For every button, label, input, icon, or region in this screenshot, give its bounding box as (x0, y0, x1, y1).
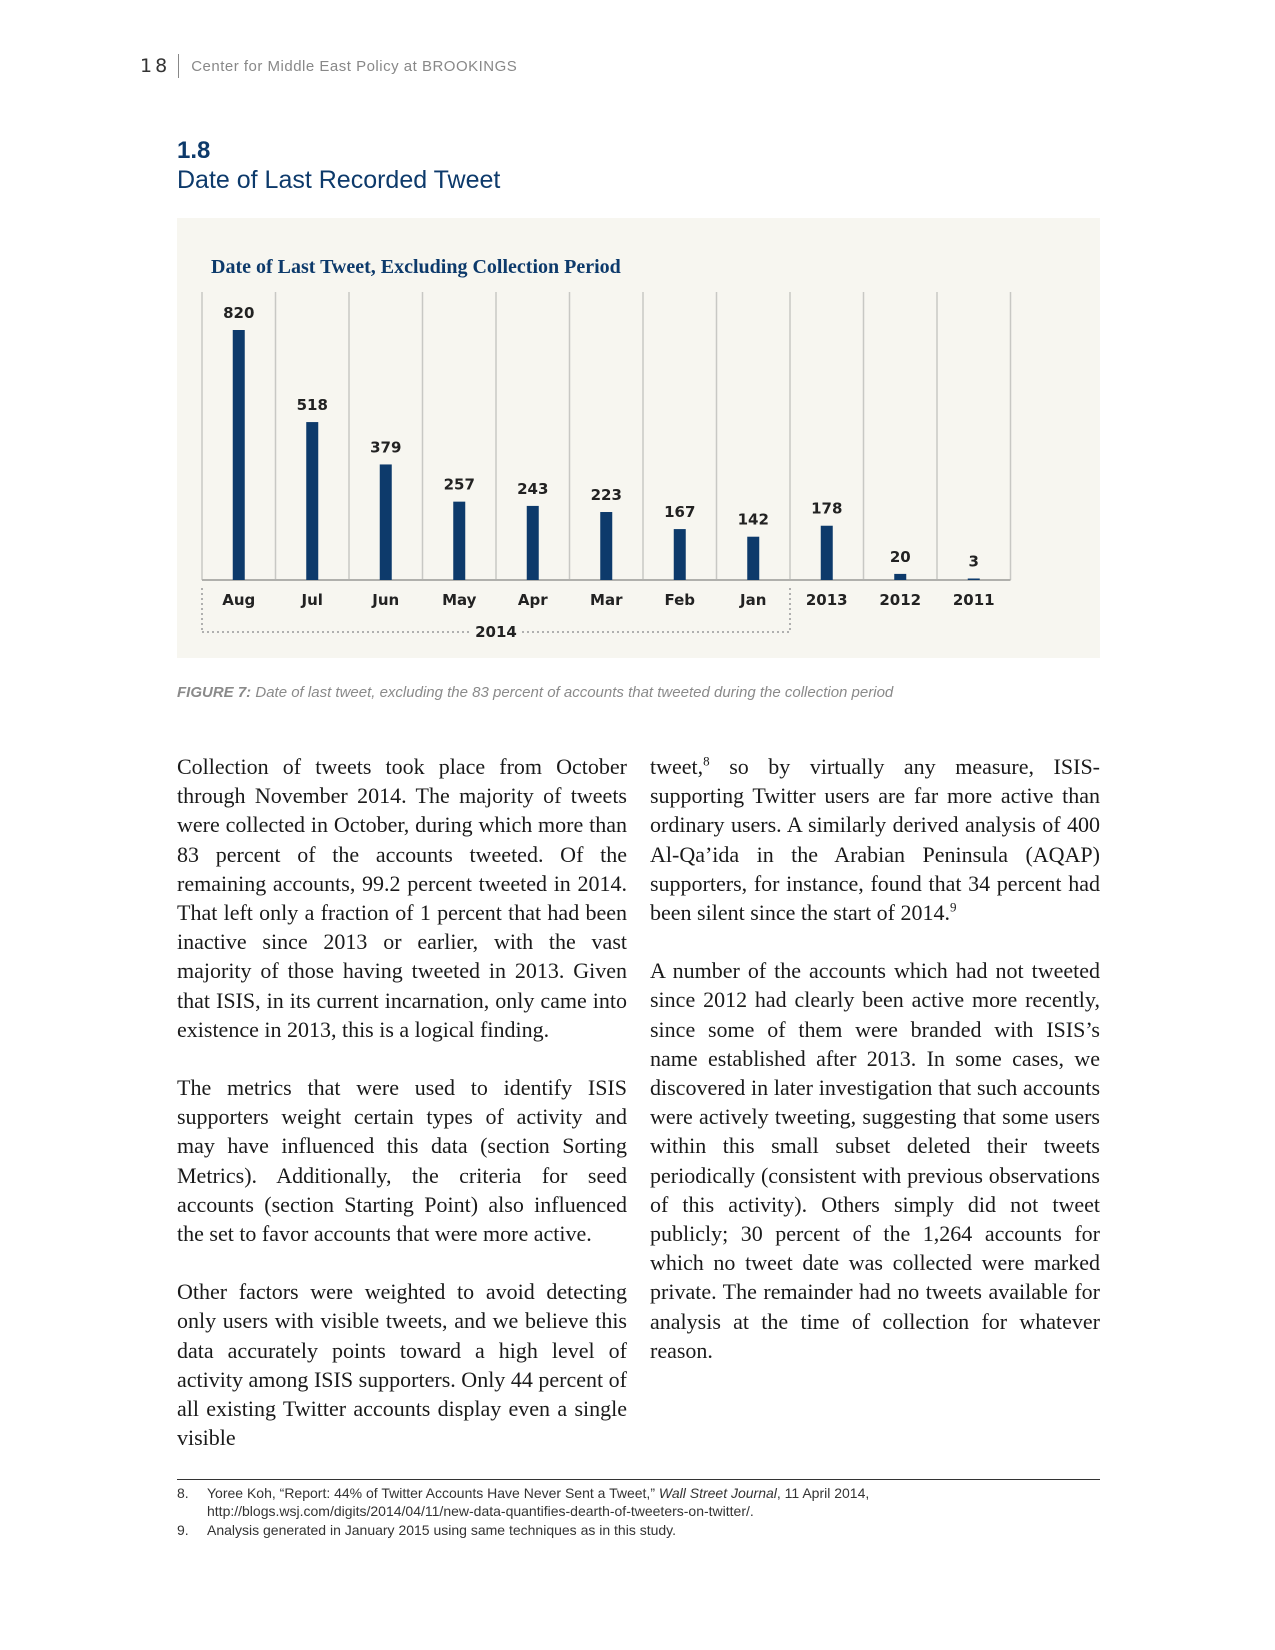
bar (306, 422, 318, 580)
bar (600, 512, 612, 580)
footnote-text: Analysis generated in January 2015 using same techniques as in this study. (207, 1522, 677, 1538)
text-run: , 11 April 2014, http://blogs.wsj.com/digits/2014/04/11/new-data-quantifies-dearth-of-tweeters-on-twitter/. (207, 1485, 870, 1519)
footnote-rule (177, 1479, 1100, 1480)
bar-chart (177, 218, 1100, 658)
bar (453, 502, 465, 580)
footnote-ref[interactable]: 9 (949, 899, 957, 915)
x-tick-label: May (442, 591, 477, 609)
x-tick-label: Apr (517, 591, 548, 609)
data-label: 20 (889, 547, 911, 566)
x-tick-label: 2012 (879, 591, 922, 609)
header-divider (178, 54, 179, 78)
paragraph (650, 752, 1100, 927)
footnotes (177, 1484, 1100, 1540)
data-label: 3 (968, 552, 979, 571)
paragraph: Collection of tweets took place from October through November 2014. The majority of tweets were collected in October, during which more than 83 percent of the accounts tweeted. Of the remaining accounts, 99.2 percent tweeted in 2014. That left only a fraction of 1 percent that had been inactive since 2013 or earlier, with the vast majority of those having tweeted in 2013. Given that ISIS, in its current incarnation, only came into existence in 2013, this is a logical finding. (177, 754, 627, 1042)
footnote-ref[interactable]: 8 (703, 753, 710, 769)
data-label: 178 (811, 499, 843, 518)
data-label: 257 (443, 475, 475, 494)
x-tick-label: Feb (664, 591, 696, 609)
x-tick-label: 2013 (805, 591, 848, 609)
data-label: 167 (664, 503, 696, 522)
footnote-number: 9. (177, 1522, 189, 1538)
bar (380, 464, 392, 580)
x-tick-label: 2011 (952, 591, 995, 609)
text-run: tweet, (650, 754, 704, 779)
data-label: 142 (737, 510, 769, 529)
x-tick-label: Aug (222, 591, 256, 609)
text-run: Yoree Koh, “Report: 44% of Twitter Accounts Have Never Sent a Tweet,” (207, 1485, 659, 1501)
page-number: 18 (140, 55, 171, 77)
x-tick-label: Jul (301, 591, 323, 609)
x-tick-label: Mar (590, 591, 623, 609)
figure-label: FIGURE 7: (177, 684, 252, 701)
body-column-right (650, 752, 1100, 1394)
footnote-number: 8. (177, 1485, 189, 1501)
paragraph: The metrics that were used to identify ISIS supporters weight certain types of activity and may have influenced this data (section Sorting Metrics). Additionally, the criteria for seed accounts (section Starting Point) also influenced the set to favor accounts that were more active. (177, 1075, 627, 1247)
section-title: Date of Last Recorded Tweet (177, 166, 501, 194)
bar (747, 537, 759, 580)
bar (821, 526, 833, 580)
footnote (177, 1484, 1100, 1520)
data-label: 243 (517, 479, 549, 498)
running-head: Center for Middle East Policy at BROOKINGS (191, 57, 518, 75)
figure-caption-text: Date of last tweet, excluding the 83 percent of accounts that tweeted during the collection period (255, 684, 894, 701)
data-label: 820 (223, 304, 255, 322)
text-run: so by virtually any measure, ISIS-supporting Twitter users are far more active than ordinary users. A similarly derived analysis of 400 Al-Qa’ida in the Arabian Peninsula (AQAP) supporters, for instance, found that 34 percent had been silent since the start of 2014. (650, 754, 1100, 926)
footnote (177, 1521, 1100, 1539)
bar (968, 579, 980, 581)
figure-caption (177, 684, 893, 701)
body-column-left (177, 752, 627, 1481)
x-tick-label: Jan (740, 591, 767, 609)
paragraph: A number of the accounts which had not tweeted since 2012 had clearly been active more recently, since some of them were branded with ISIS’s name established after 2013. In some cases, we discovered in later investigation that such accounts were actively tweeting, suggesting that some users within this small subset deleted their tweets periodically (consistent with previous observations of this activity). Others simply did not tweet publicly; 30 percent of the 1,264 accounts for which no tweet date was collected were marked private. The remainder had no tweets available for analysis at the time of collection for whatever reason. (650, 958, 1100, 1363)
page-header (140, 52, 517, 80)
publication-title: Wall Street Journal (658, 1485, 777, 1501)
data-label: 518 (296, 396, 328, 415)
group-label: 2014 (475, 623, 517, 641)
x-tick-label: Jun (372, 591, 400, 609)
data-label: 223 (590, 486, 622, 505)
bar (894, 574, 906, 580)
data-label: 379 (370, 438, 402, 457)
chart-title: Date of Last Tweet, Excluding Collection Period (211, 256, 621, 278)
bar (233, 330, 245, 580)
section-number: 1.8 (177, 137, 211, 164)
footnote-text (207, 1484, 1100, 1520)
paragraph: Other factors were weighted to avoid detecting only users with visible tweets, and we believe this data accurately points toward a high level of activity among ISIS supporters. Only 44 percent of all existing Twitter accounts display even a single visible (177, 1279, 627, 1451)
bar (674, 529, 686, 580)
bar (527, 506, 539, 580)
chart-panel (177, 218, 1100, 658)
